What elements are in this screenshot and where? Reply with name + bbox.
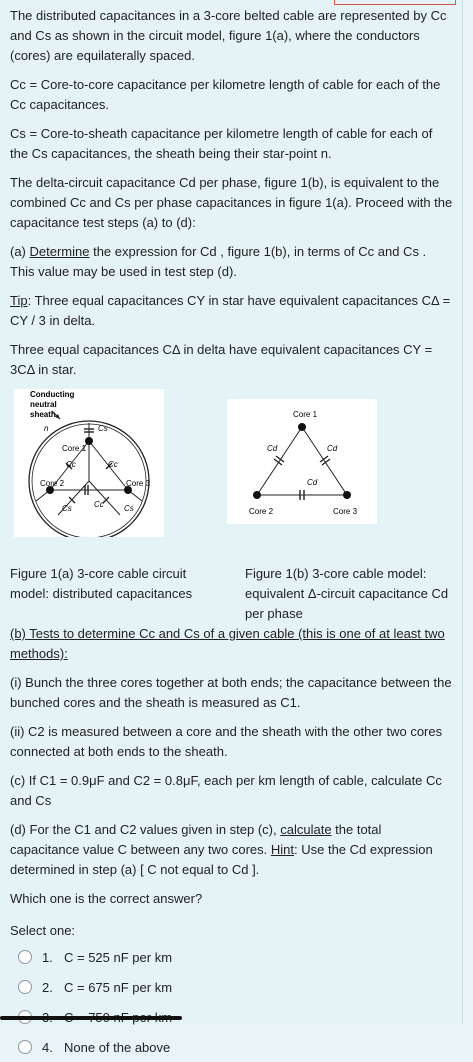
- cs-definition: Cs = Core-to-sheath capacitance per kilometre length of cable for each of the Cs capacitances, the sheath being their star-point n.: [10, 126, 433, 161]
- step-b[interactable]: (b) Tests to determine Cc and Cs of a given cable (this is one of at least two methods):: [10, 626, 445, 661]
- core1-label: Core 1: [62, 444, 87, 453]
- b-core3-label: Core 3: [333, 507, 358, 516]
- caption-1b: Figure 1(b) 3-core cable model: equivalent Δ-circuit capacitance Cd per phase: [245, 566, 449, 621]
- figure-1a: [14, 389, 164, 537]
- option-2[interactable]: 2. C = 675 nF per km: [10, 972, 454, 1002]
- cc-label-left: Cc: [66, 460, 76, 469]
- figure-1b-diagram: [227, 399, 377, 524]
- cc-definition: Cc = Core-to-core capacitance per kilometre length of cable for each of the Cc capacitances.: [10, 77, 441, 112]
- radio-1[interactable]: [18, 950, 32, 964]
- intro-text: The distributed capacitances in a 3-core belted cable are represented by Cc and Cs as shown in the circuit model, figure 1(a), where the conductors (cores) are equilaterally spaced.: [10, 8, 447, 63]
- cs-label-left: Cs: [62, 504, 72, 513]
- step-d: (d) For the C1 and C2 values given in step (c), calculate the total capacitance value C between any two cores. Hint: Use the Cd expression determined in step (a) [ C not equal to Cd ].: [10, 822, 433, 877]
- calculate-link[interactable]: calculate: [280, 822, 332, 837]
- answer-options: [10, 923, 454, 1062]
- question-text: Which one is the correct answer?: [10, 891, 203, 906]
- option-1[interactable]: 1. C = 525 nF per km: [10, 942, 454, 972]
- radio-2[interactable]: [18, 980, 32, 994]
- figure-captions: [10, 564, 454, 624]
- step-b1: (i) Bunch the three cores together at both ends; the capacitance between the bunched cores and the sheath is measured as C1.: [10, 675, 452, 710]
- b-cd-left: Cd: [267, 444, 278, 453]
- core3-label: Core 3: [126, 479, 151, 488]
- sheath-label-1: Conducting: [30, 390, 75, 399]
- top-accent: [334, 0, 456, 5]
- sheath-label-3: sheath: [30, 410, 56, 419]
- scrollbar[interactable]: [0, 1016, 182, 1020]
- cc-label-bottom: Cc: [94, 500, 104, 509]
- b-core2-label: Core 2: [249, 507, 274, 516]
- delta-text: The delta-circuit capacitance Cd per phase, figure 1(b), is equivalent to the combined Cc and Cs per phase capacitances in figure 1(a). Proceed with the capacitance test steps (a) to (d):: [10, 175, 453, 230]
- radio-4[interactable]: [18, 1040, 32, 1054]
- option-4[interactable]: 4. None of the above: [10, 1032, 454, 1062]
- caption-1a: Figure 1(a) 3-core cable circuit model: distributed capacitances: [10, 566, 193, 601]
- figure-1b: [227, 399, 377, 524]
- cs-label-top: Cs: [98, 424, 108, 433]
- select-one-label: Select one:: [10, 923, 76, 938]
- n-label: n: [44, 424, 49, 433]
- core2-label: Core 2: [40, 479, 65, 488]
- b-cd-bottom: Cd: [307, 478, 318, 487]
- cs-label-right: Cs: [124, 504, 134, 513]
- step-b2: (ii) C2 is measured between a core and the sheath with the other two cores connected at both ends to the sheath.: [10, 724, 443, 759]
- cc-label-right: Cc: [108, 460, 118, 469]
- b-core1-label: Core 1: [293, 410, 318, 419]
- b-cd-right: Cd: [327, 444, 338, 453]
- determine-link[interactable]: Determine: [29, 244, 90, 259]
- tip2-text: Three equal capacitances CΔ in delta have equivalent capacitances CY = 3CΔ in star.: [10, 342, 433, 377]
- step-a: (a) Determine the expression for Cd , figure 1(b), in terms of Cc and Cs . This value may be used in test step (d).: [10, 244, 427, 279]
- step-c: (c) If C1 = 0.9μF and C2 = 0.8μF, each per km length of cable, calculate Cc and Cs: [10, 773, 442, 808]
- hint-link[interactable]: Hint: [270, 842, 294, 857]
- sheath-label-2: neutral: [30, 400, 57, 409]
- figure-1a-diagram: [14, 389, 164, 537]
- tip-text: Tip: Three equal capacitances CY in star have equivalent capacitances CΔ = CY / 3 in delta.: [10, 293, 451, 328]
- tip-link[interactable]: Tip: [10, 293, 28, 308]
- figures: [10, 389, 454, 564]
